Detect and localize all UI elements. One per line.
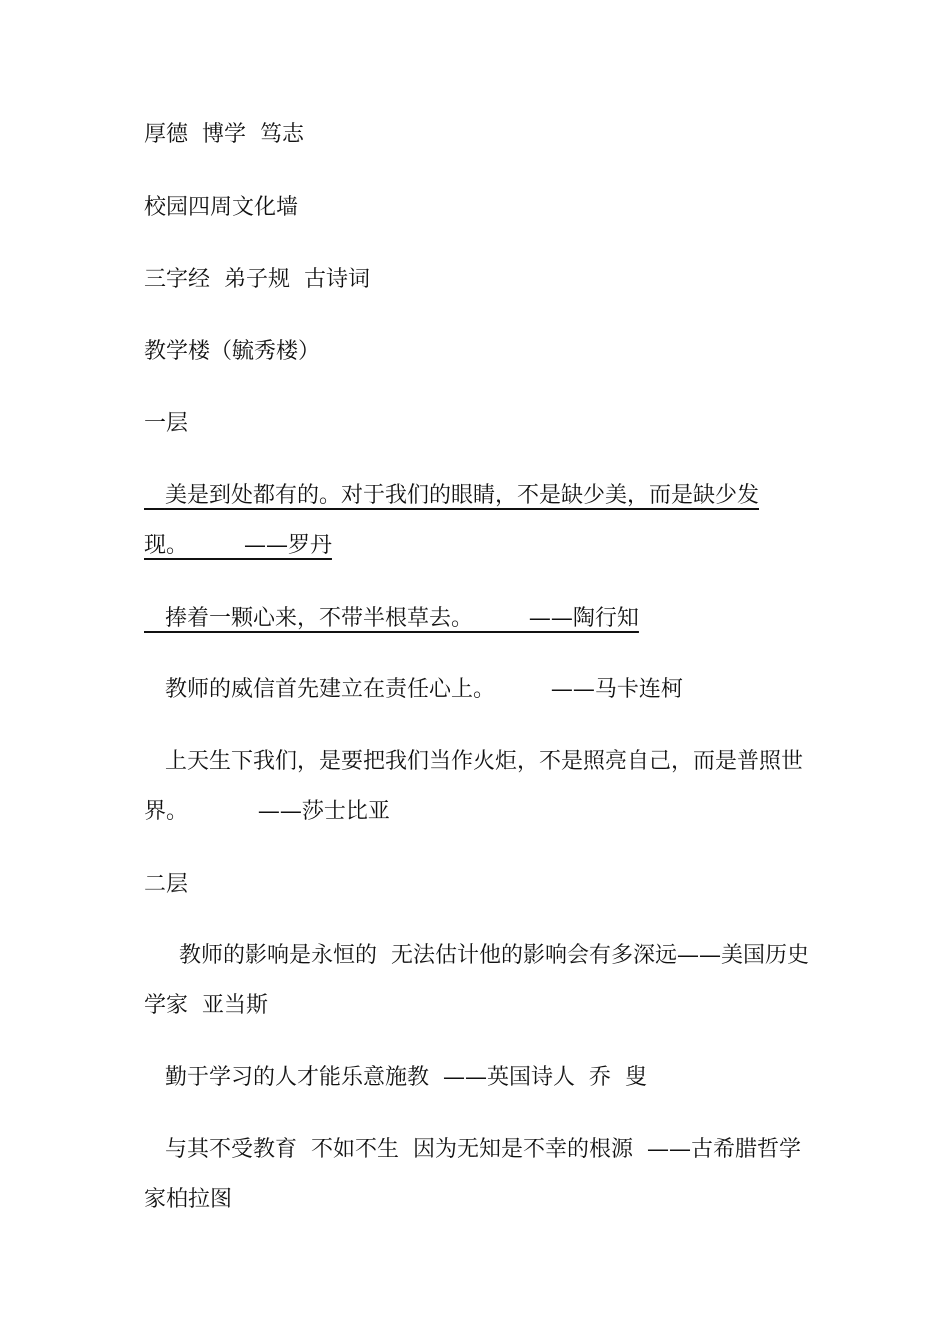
quote-text: 美是到处都有的。对于我们的眼睛，不是缺少美，而是缺少发现。 ——罗丹 bbox=[144, 483, 759, 558]
floor-2-quote-2 bbox=[144, 1053, 812, 1103]
floor-2-title: 二层 bbox=[144, 872, 189, 897]
floor-1-title: 一层 bbox=[144, 411, 189, 436]
floor-1-quote-3 bbox=[144, 665, 812, 715]
floor-2-quote-3 bbox=[144, 1125, 812, 1225]
building-title: 教学楼（毓秀楼） bbox=[144, 339, 321, 364]
quote-text: 勤于学习的人才能乐意施教 ——英国诗人 乔 叟 bbox=[144, 1065, 647, 1090]
classics-list: 三字经 弟子规 古诗词 bbox=[144, 267, 370, 292]
floor-1-quote-4 bbox=[144, 737, 812, 837]
floor-1-quote-1 bbox=[144, 471, 784, 571]
culture-wall-title: 校园四周文化墙 bbox=[144, 195, 299, 220]
school-motto: 厚德 博学 笃志 bbox=[144, 122, 304, 147]
quote-text: 上天生下我们，是要把我们当作火炬，不是照亮自己，而是普照世界。 ——莎士比亚 bbox=[144, 749, 803, 824]
floor-2-quote-1 bbox=[144, 931, 812, 1031]
quote-text: 与其不受教育 不如不生 因为无知是不幸的根源 ——古希腊哲学家柏拉图 bbox=[144, 1137, 801, 1212]
quote-text: 捧着一颗心来，不带半根草去。 ——陶行知 bbox=[144, 606, 639, 631]
quote-text: 教师的影响是永恒的 无法估计他的影响会有多深远——美国历史学家 亚当斯 bbox=[144, 943, 809, 1018]
quote-text: 教师的威信首先建立在责任心上。 ——马卡连柯 bbox=[144, 677, 683, 702]
floor-1-quote-2 bbox=[144, 594, 812, 644]
